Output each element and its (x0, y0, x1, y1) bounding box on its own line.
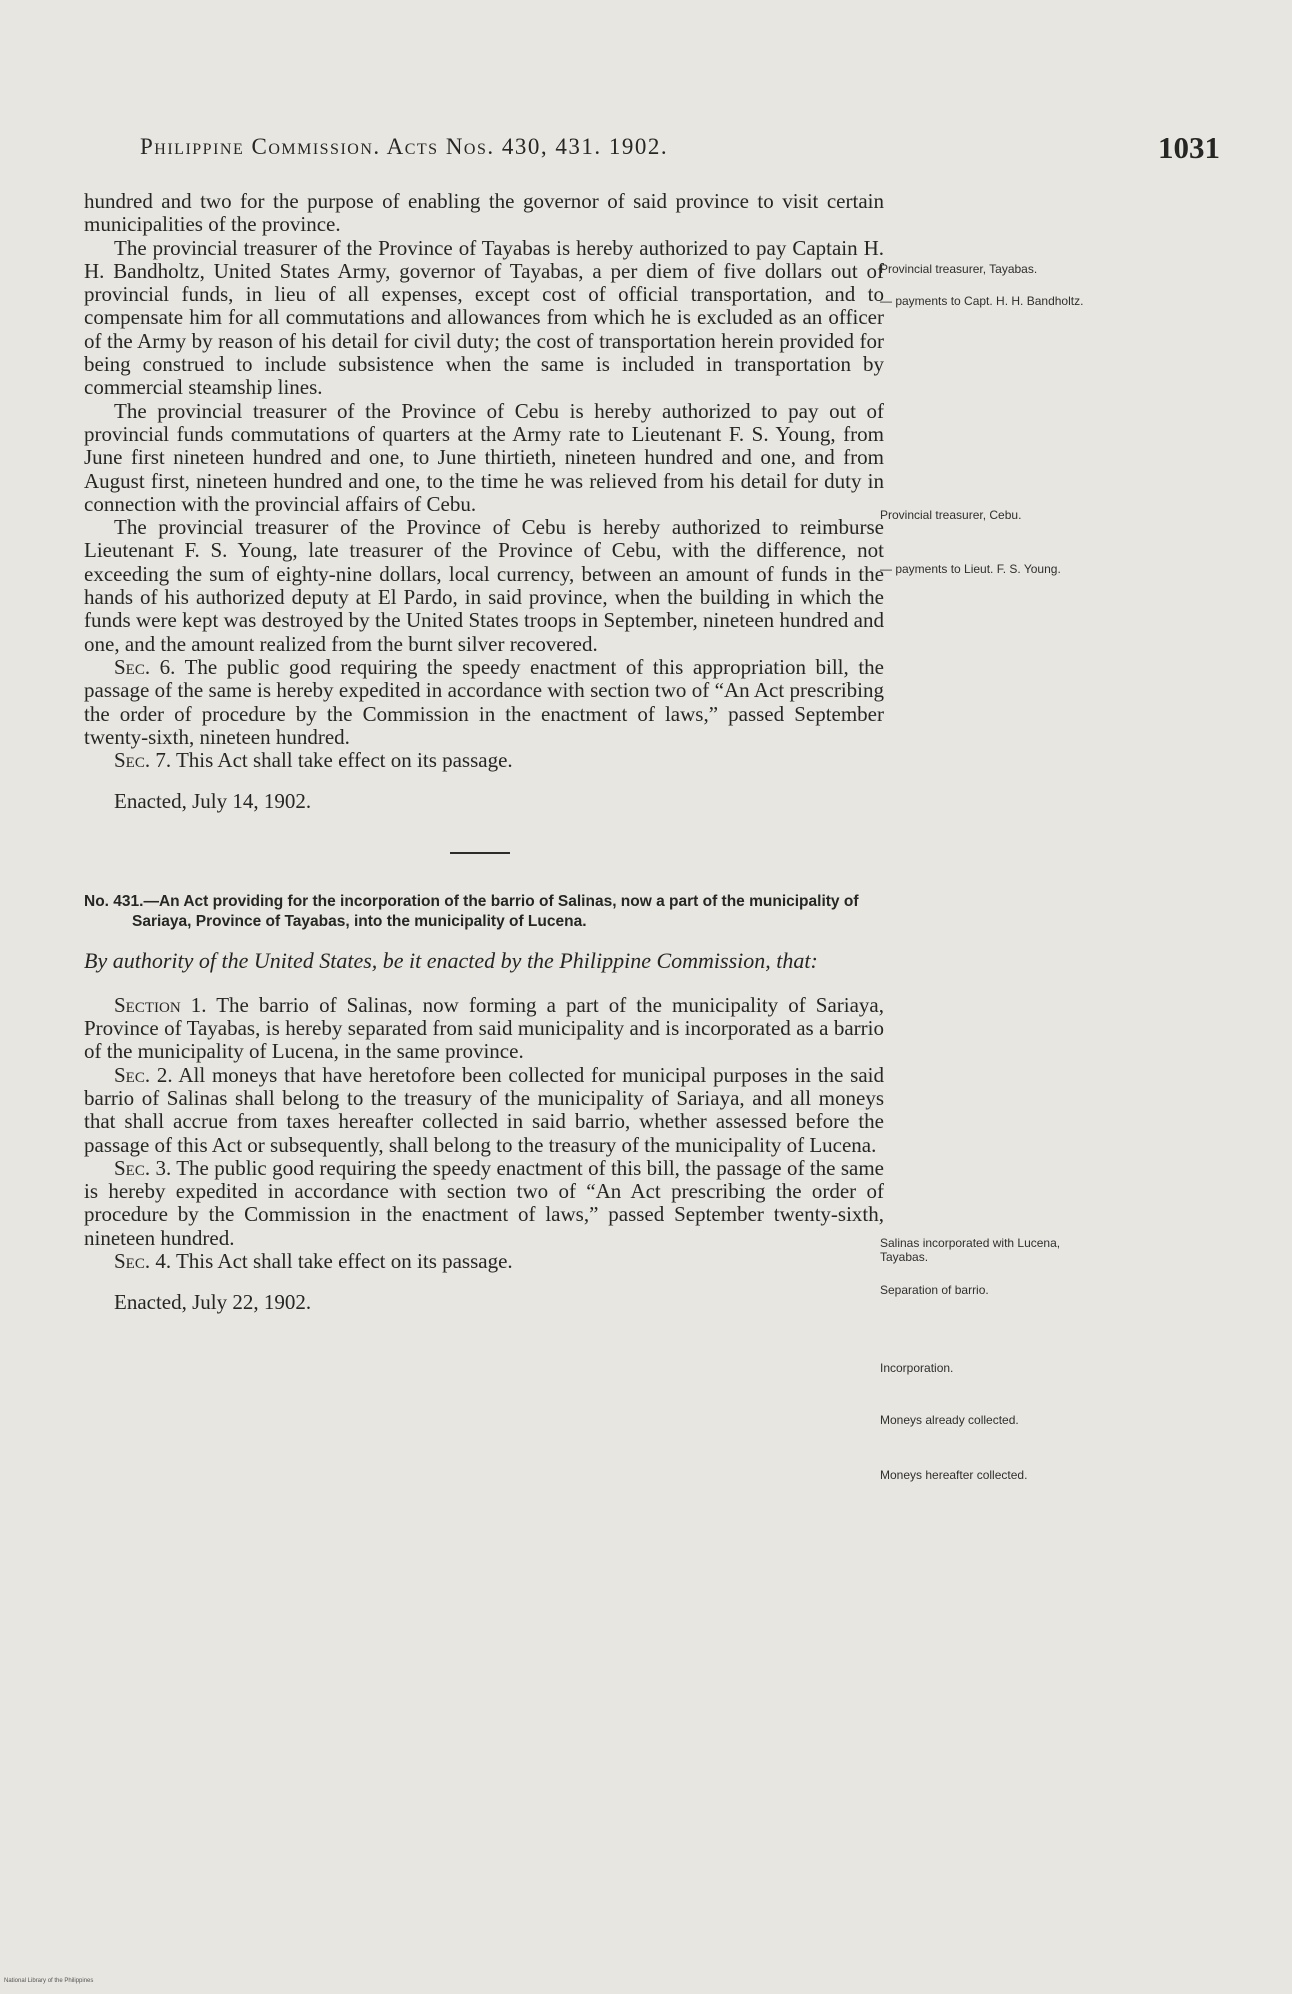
main-text (84, 190, 884, 1315)
page-number: 1031 (1158, 130, 1220, 165)
section-label: Sec. 2. (114, 1062, 173, 1087)
section-4 (84, 1250, 884, 1273)
section-text: This Act shall take effect on its passage. (171, 748, 513, 773)
margin-note: Provincial treasurer, Cebu. (880, 508, 1022, 522)
margin-note: Moneys hereafter collected. (880, 1468, 1028, 1482)
margin-note: Incorporation. (880, 1361, 954, 1375)
margin-note: — payments to Capt. H. H. Bandholtz. (880, 294, 1084, 308)
paragraph-cebu-reimbursement: The provincial treasurer of the Province of Cebu is hereby authorized to reimburse Lieutenant F. S. Young, late treasurer of the Province of Cebu, with the difference, not exceeding the sum of eighty-nine dollars, local currency, between an amount of funds in the hands of his authorized deputy at El Pardo, in said province, when the building in which the funds were kept was destroyed by the United States troops in September, nineteen hundred and one, and the amount realized from the burnt silver recovered. (84, 515, 884, 656)
page-header (140, 130, 1220, 170)
section-6 (84, 656, 884, 749)
section-label: Sec. 6. (114, 654, 176, 679)
paragraph-cebu-treasurer: The provincial treasurer of the Province of Cebu is hereby authorized to pay out of provincial funds commutations of quarters at the Army rate to Lieutenant F. S. Young, from June first nineteen hundred and one, to June thirtieth, nineteen hundred and one, and from August first, nineteen hundred and one, to the time he was relieved from his detail for duty in connection with the provincial affairs of Cebu. (84, 398, 884, 516)
section-divider (450, 852, 510, 854)
margin-note: — payments to Lieut. F. S. Young. (880, 562, 1061, 576)
section-text: The public good requiring the speedy enactment of this bill, the passage of the same is hereby expedited in accordance with section two of “An Act prescribing the order of procedure by the Commission in the enactment of laws,” passed September twenty-sixth, nineteen hundred. (84, 1155, 884, 1250)
section-text: This Act shall take effect on its passage. (171, 1248, 513, 1273)
margin-note: Salinas incorporated with Lucena, Tayabas. (880, 1236, 1061, 1264)
section-2 (84, 1064, 884, 1157)
section-label: Sec. 3. (114, 1155, 172, 1180)
enacting-clause: By authority of the United States, be it enacted by the Philippine Commission, that: (84, 947, 818, 973)
section-1 (84, 994, 884, 1064)
section-label: Section 1. (114, 992, 207, 1017)
section-label: Sec. 4. (114, 1248, 172, 1273)
paragraph-tayabas-treasurer: The provincial treasurer of the Province of Tayabas is hereby authorized to pay Captain H. H. Bandholtz, United States Army, governor of Tayabas, a per diem of five dollars out of provincial funds, in lieu of all expenses, except cost of official transportation, and to compensate him for all commutations and allowances from which he is excluded as an officer of the Army by reason of his detail for civil duty; the cost of transportation herein provided for being construed to include subsistence when the same is included in transportation by commercial steamship lines. (84, 235, 884, 400)
enacted-date-431: Enacted, July 22, 1902. (114, 1290, 312, 1315)
margin-note: Separation of barrio. (880, 1283, 989, 1297)
margin-note: Provincial treasurer, Tayabas. (880, 262, 1038, 276)
section-label: Sec. 7. (114, 748, 172, 773)
section-7 (84, 749, 884, 772)
act-431-heading: No. 431.—An Act providing for the incorporation of the barrio of Salinas, now a part of the municipality of Sariaya, Province of Tayabas, into the municipality of Lucena. (84, 892, 859, 930)
enacted-date-430: Enacted, July 14, 1902. (114, 789, 312, 814)
section-3 (84, 1157, 884, 1250)
margin-note: Moneys already collected. (880, 1413, 1019, 1427)
section-text: All moneys that have heretofore been collected for municipal purposes in the said barrio of Salinas shall belong to the treasury of the municipality of Sariaya, and all moneys that shall accrue from taxes hereafter collected in said barrio, whether assessed before the passage of this Act or subsequently, shall belong to the treasury of the municipality of Lucena. (84, 1062, 885, 1157)
archive-footer: National Library of the Philippines (4, 1978, 94, 1984)
paragraph-continuation: hundred and two for the purpose of enabling the governor of said province to visit certain municipalities of the province. (84, 189, 884, 237)
running-head: Philippine Commission. Acts Nos. 430, 431. 1902. (140, 134, 669, 159)
section-text: The public good requiring the speedy enactment of this appropriation bill, the passage of the same is hereby expedited in accordance with section two of “An Act prescribing the order of procedure by the Commission in the enactment of laws,” passed September twenty-sixth, nineteen hundred. (84, 654, 884, 749)
section-text: The barrio of Salinas, now forming a part of the municipality of Sariaya, Province of Tayabas, is hereby separated from said municipality and is incorporated as a barrio of the municipality of Lucena, in the same province. (84, 992, 885, 1064)
